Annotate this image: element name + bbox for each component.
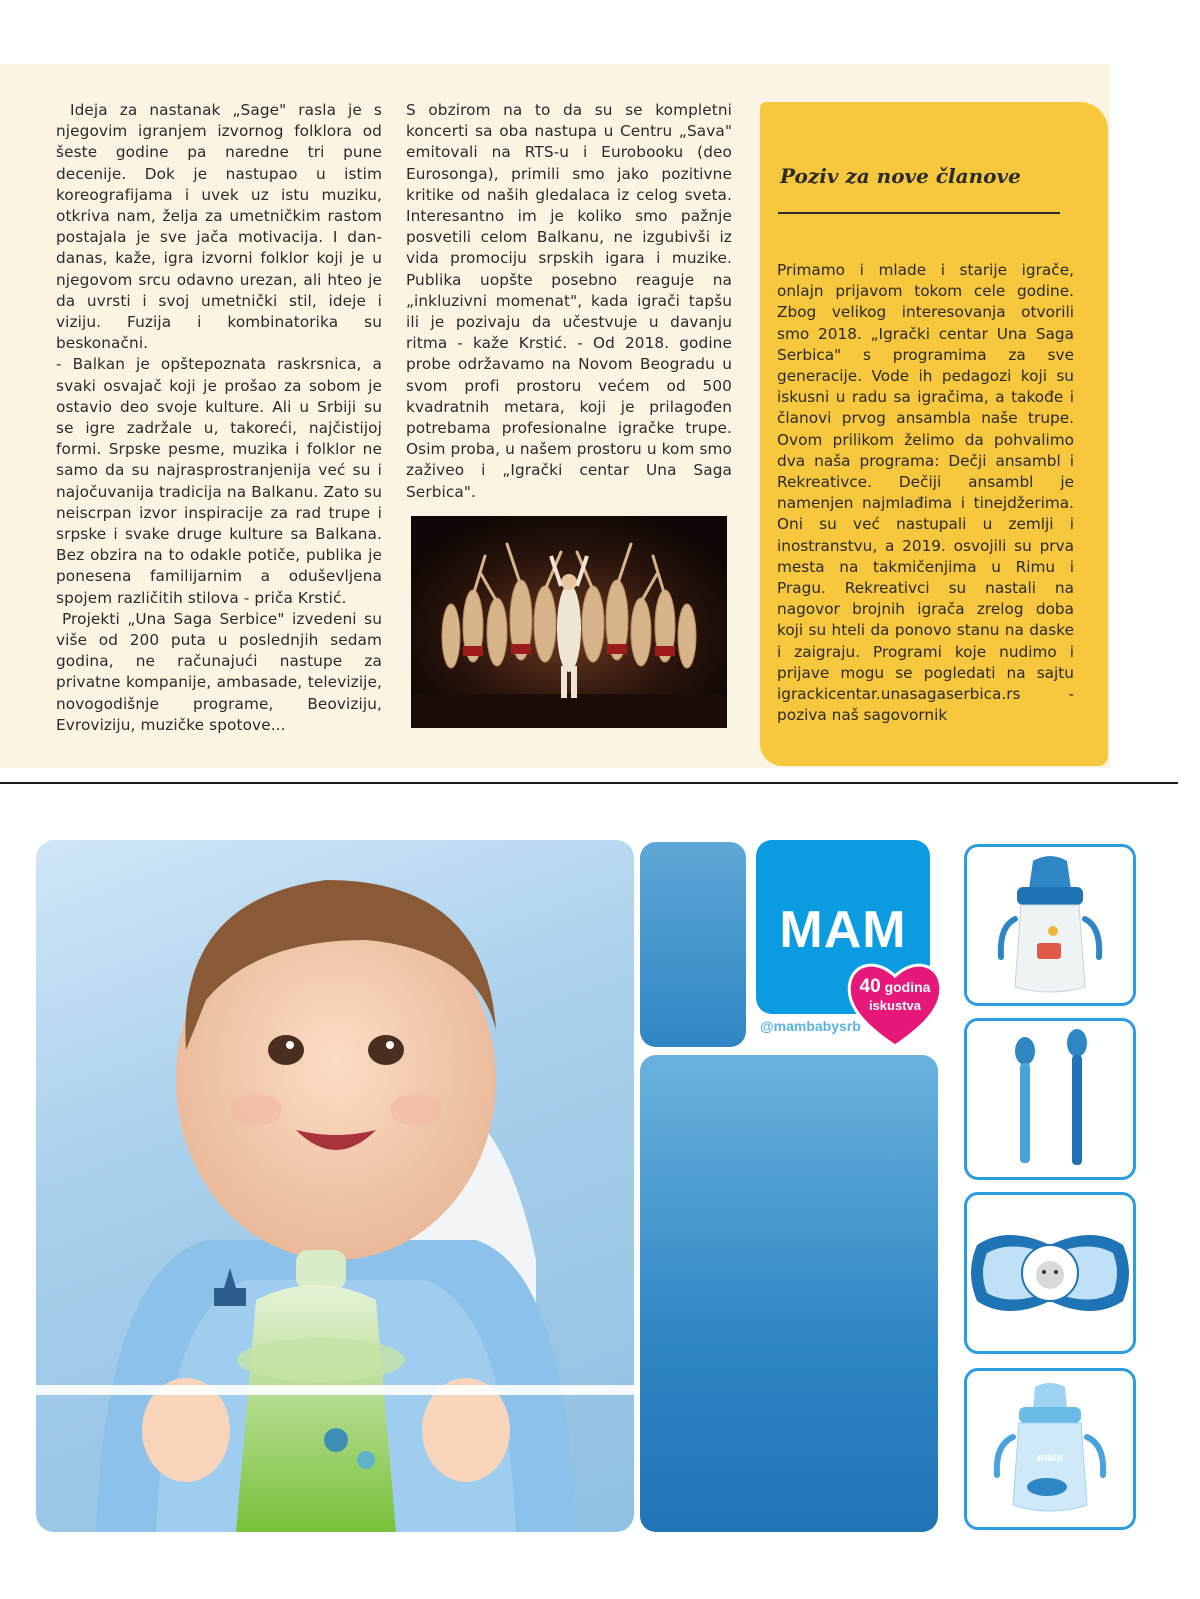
paragraph: - Balkan je opštepoznata raskrsnica, a svaki osvajač koji je prošao za sobom je ostavio deo svoje kulture. Ali u Srbiji su se igre zadržale u, takoreći, najčistijoj formi. Srpske pesme, muzika i folklor ne samo da su najrasprostranjenija već su i najočuvanija tradicija na Balkanu. Zato su neiscrpan izvor inspiracije za rad trupe i srpske i svake druge kulture sa Balkana. Bez obzira na to odakle potiče, publika je ponesena familijarnim a oduševljena spojem različitih stilova - priča Krstić. <box>56 355 382 607</box>
page-divider <box>0 782 1178 784</box>
article-section <box>0 64 1110 768</box>
paragraph: Projekti „Una Saga Serbice" izvedeni su više od 200 puta u poslednjih sedam godina, ne računajući nastupe za privatne kompanije, ambasade, televizije, novogodišnje programe, Beoviziju, Evroviziju, muzičke spotove... <box>56 609 382 734</box>
mam-advertisement <box>0 830 1200 1599</box>
heart-badge <box>846 958 944 1048</box>
brand-name: MAM <box>779 901 907 959</box>
article-column-2 <box>406 100 732 503</box>
sidebar-text: Primamo i mlade i starije igrače, onlajn prijavom tokom cele godine. Zbog velikog interesovanja otvorili smo 2018. „Igrački centar Una Saga Serbica" s programima za sve generacije. Vode ih pedagozi koji su iskusni u radu sa igračima, a takođe i članovi prvog ansambla naše trupe. Ovom prilikom želimo da pohvalimo dva naša programa: Dečji ansambl i Rekreativce. Dečiji ansambl je namenjen najmlađima i tinejdžerima. Oni su već nastupali u zemlji i inostranstvu, a 2019. osvojili su prva mesta na takmičenjima u Rimu i Pragu. Rekreativci su nastali na nagovor brojnih igrača zrelog doba koji su hteli da ponovo stanu na daske i zaigraju. Programi koje nudimo i prijave mogu se pogledati na sajtu igrackicentar.unasagaserbica.rs - poziva naš sagovornik <box>777 261 1074 725</box>
product-pacifier <box>964 1192 1136 1354</box>
product-starter-cup <box>964 1368 1136 1530</box>
sidebar-title: Poziv za nove članove <box>780 164 1021 188</box>
product-spoons <box>964 1018 1136 1180</box>
article-column-1 <box>56 100 382 736</box>
paragraph: S obzirom na to da su se kompletni koncerti sa oba nastupa u Centru „Sava" emitovali na RTS-u i Eurobooku (deo Eurosonga), primili smo jako pozitivne kritike od naših gledalaca iz celog sveta. Interesantno im je koliko smo pažnje posvetili celom Balkanu, ne izgubivši iz vida promociju srpskih igara i muzike. Publika uopšte posebno reaguje na „inkluzivni momenat", kada igrači tapšu ili je pozivaju da učestvuje u davanju ritma - kaže Krstić. - Od 2018. godine probe održavamo na Novom Beogradu u svom profi prostoru većem od 500 kvadratnih metara, koji je prilagođen potrebama profesionalne igračke trupe. Osim proba, u našem prostoru u kom smo zaživeo i „Igrački centar Una Saga Serbica". <box>406 101 732 501</box>
bottle-brand-label: mam <box>1037 1452 1063 1464</box>
new-members-sidebar <box>760 102 1108 766</box>
blue-tile <box>640 1055 938 1532</box>
blue-tile <box>640 842 746 1047</box>
baby-photo <box>36 840 634 1532</box>
product-sippy-cup <box>964 844 1136 1006</box>
paragraph: Ideja za nastanak „Sage" rasla je s njegovim igranjem izvornog folklora od šeste godine pa naredne tri pune decenije. Dok je nastupao u istim koreografijama i uvek uz istu muziku, otkriva nam, želja za umetničkim rastom postajala je sve jača motivacija. I dan-danas, kaže, igra izvorni folklor koji je u njegovom srcu odavno urezan, ali hteo je da uvrsti i svoj umetnički stil, ideje i viziju. Fuzija i kombinatorika su beskonačni. <box>56 101 382 353</box>
badge-line-2: iskustva <box>868 998 922 1013</box>
sidebar-divider <box>778 212 1060 214</box>
social-handle[interactable]: @mambabysrb <box>760 1018 861 1034</box>
badge-line-1: 40 godina <box>859 976 931 997</box>
dance-performance-photo <box>411 516 727 728</box>
